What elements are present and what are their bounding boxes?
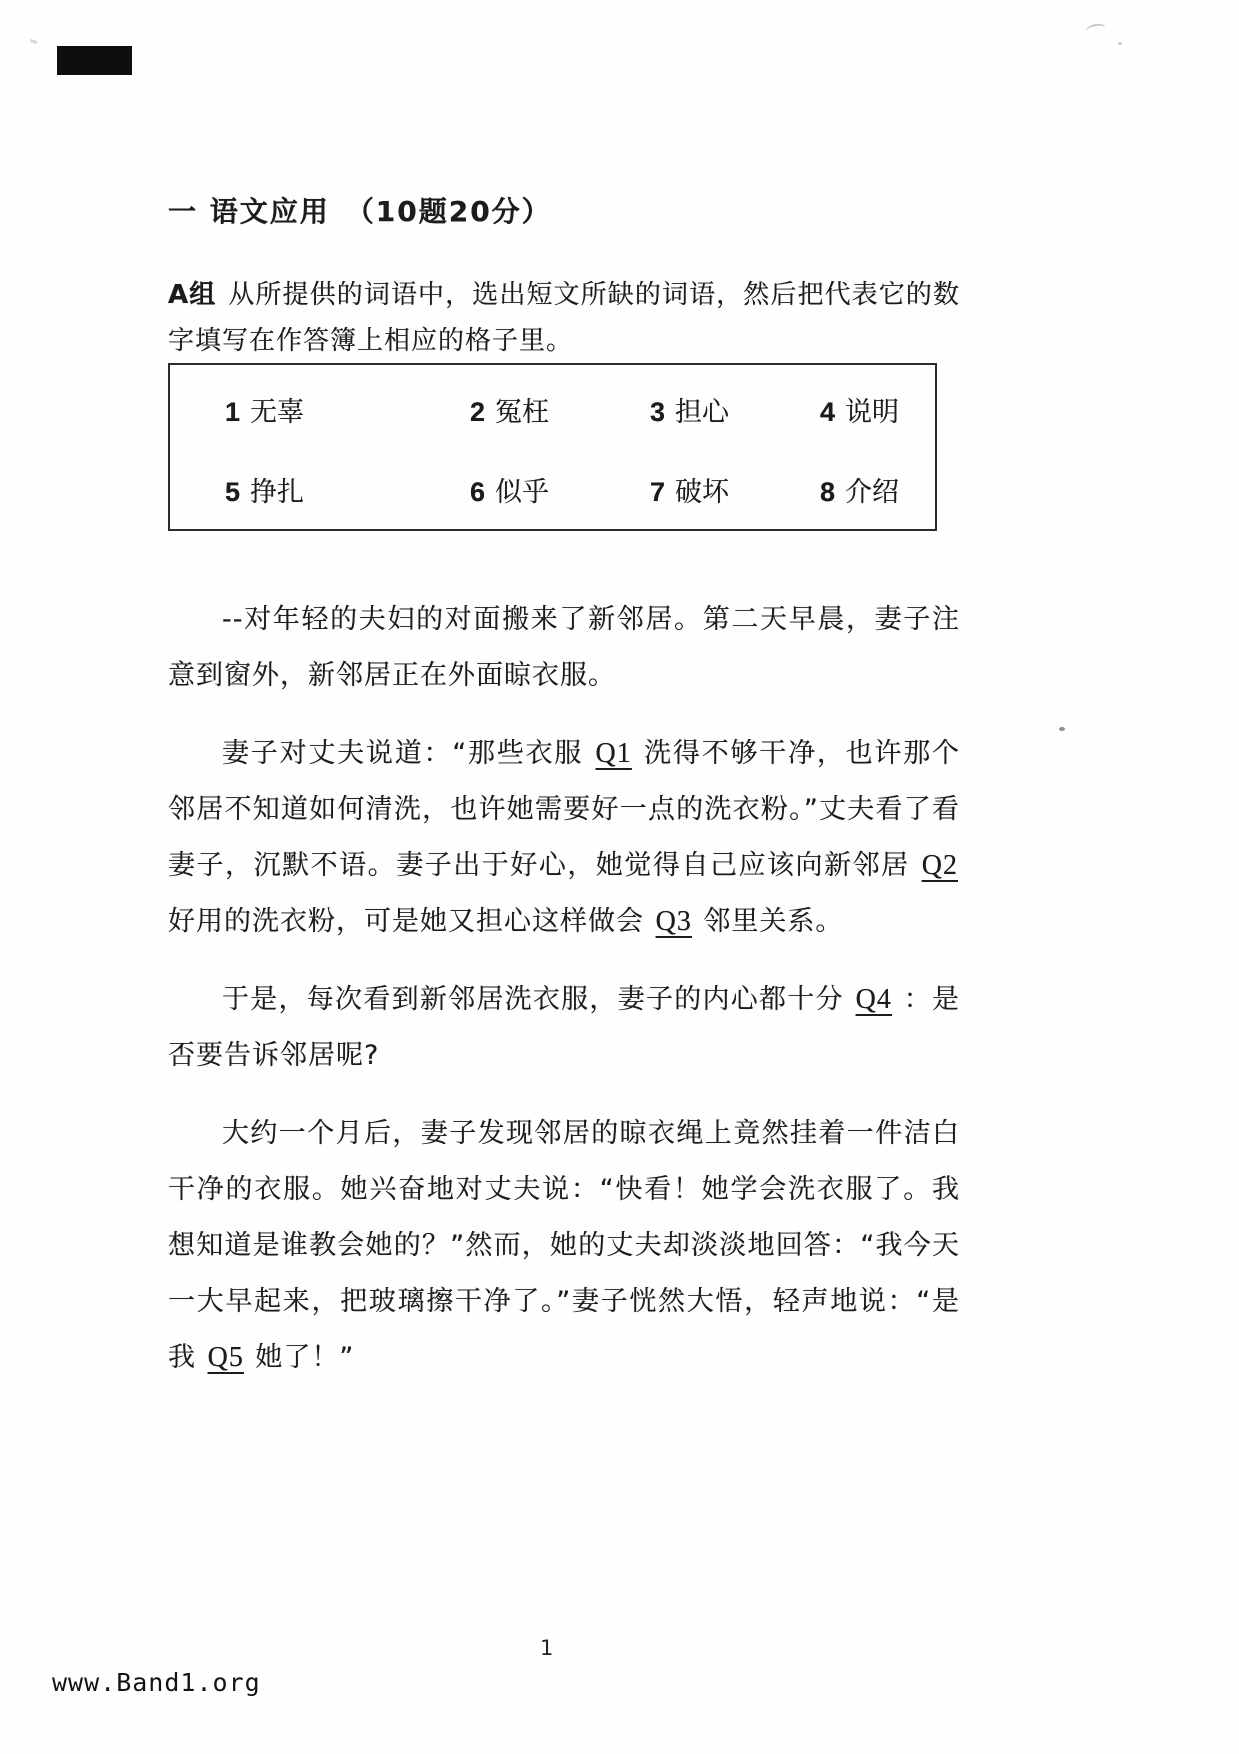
passage-text: 邻里关系。 xyxy=(693,906,844,937)
word-number: 8 xyxy=(820,476,836,507)
word-option-4 xyxy=(820,390,935,429)
word-option-1 xyxy=(225,390,470,429)
passage-text: --对年轻的夫妇的对面搬来了新邻居。第二天早晨，妻子注意到窗外，新邻居正在外面晾衣服。 xyxy=(168,604,960,691)
word-option-3 xyxy=(650,390,820,429)
passage-text: 于是，每次看到新邻居洗衣服，妻子的内心都十分 xyxy=(222,984,854,1015)
watermark: www.Band1.org xyxy=(52,1668,261,1697)
passage-paragraph xyxy=(168,726,960,950)
word-text: 挣扎 xyxy=(250,476,305,508)
passage-text: 洗得不够干净，也许那个邻居不知道如何清洗，也许她需要好一点的洗衣粉。”丈夫看了看妻子，沉默不语。妻子出于好心，她觉得自己应该向新邻居 xyxy=(168,738,960,881)
word-text: 冤枉 xyxy=(495,396,550,428)
word-text: 破坏 xyxy=(675,476,730,508)
word-option-5 xyxy=(225,470,470,509)
word-number: 2 xyxy=(470,396,486,427)
group-label: A组 xyxy=(168,280,217,310)
passage-text: ：是否要告诉邻居呢? xyxy=(168,984,960,1071)
passage xyxy=(168,592,960,1408)
word-text: 介绍 xyxy=(845,476,900,508)
blank-q3: Q3 xyxy=(655,906,692,937)
passage-paragraph xyxy=(168,592,960,704)
blank-q1: Q1 xyxy=(595,738,632,769)
instructions-text: 从所提供的词语中，选出短文所缺的词语，然后把代表它的数字填写在作答簿上相应的格子里。 xyxy=(168,280,960,356)
passage-paragraph xyxy=(168,1106,960,1386)
word-number: 5 xyxy=(225,476,241,507)
scan-artifact xyxy=(30,39,38,44)
word-text: 担心 xyxy=(675,396,730,428)
word-text: 似乎 xyxy=(495,476,550,508)
passage-text: 好用的洗衣粉，可是她又担心这样做会 xyxy=(168,906,654,937)
section-title: 一 语文应用 （10题20分） xyxy=(168,195,552,228)
word-option-6 xyxy=(470,470,650,509)
page-number: 1 xyxy=(540,1636,554,1660)
word-option-2 xyxy=(470,390,650,429)
blank-q5: Q5 xyxy=(207,1342,244,1373)
word-number: 7 xyxy=(650,476,666,507)
word-number: 6 xyxy=(470,476,486,507)
redaction-box xyxy=(57,46,132,75)
instructions xyxy=(168,272,960,364)
blank-q4: Q4 xyxy=(855,984,892,1015)
word-number: 1 xyxy=(225,396,241,427)
passage-text: 妻子对丈夫说道：“那些衣服 xyxy=(222,738,594,769)
word-option-8 xyxy=(820,470,935,509)
passage-paragraph xyxy=(168,972,960,1084)
word-text: 说明 xyxy=(845,396,900,428)
word-option-7 xyxy=(650,470,820,509)
scan-artifact xyxy=(1059,727,1065,731)
passage-text: 她了！” xyxy=(245,1342,355,1373)
scan-artifact xyxy=(1085,22,1107,36)
blank-q2: Q2 xyxy=(921,850,958,881)
word-number: 4 xyxy=(820,396,836,427)
scan-artifact xyxy=(1118,42,1122,45)
word-number: 3 xyxy=(650,396,666,427)
word-text: 无辜 xyxy=(250,396,305,428)
word-options-box xyxy=(168,363,937,531)
passage-text: 大约一个月后，妻子发现邻居的晾衣绳上竟然挂着一件洁白干净的衣服。她兴奋地对丈夫说：“快看！她学会洗衣服了。我想知道是谁教会她的？”然而，她的丈夫却淡淡地回答：“我今天一大早起来，把玻璃擦干净了。”妻子恍然大悟，轻声地说：“是我 xyxy=(168,1118,960,1373)
